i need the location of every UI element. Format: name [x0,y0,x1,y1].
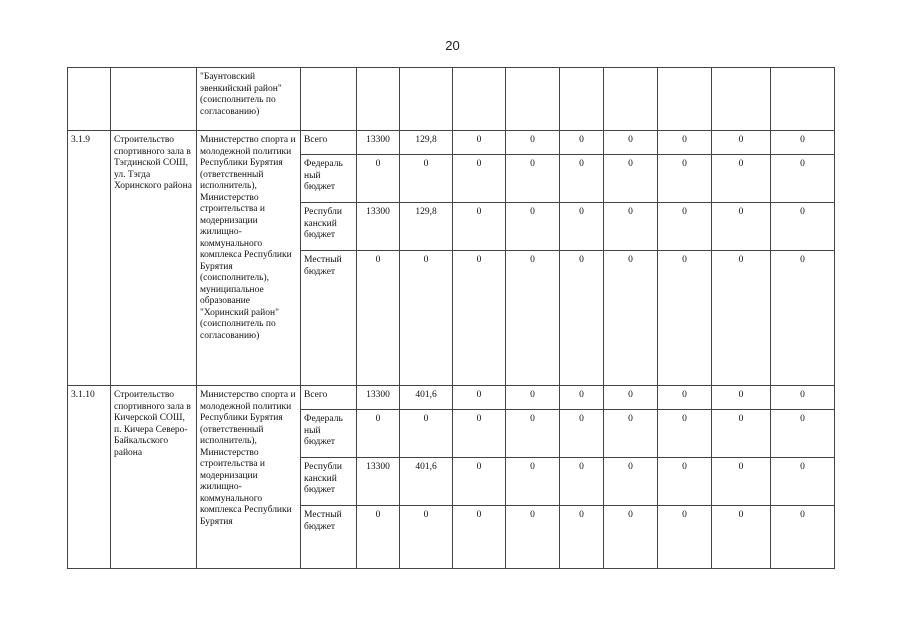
value-cell: 13300 [357,386,400,410]
value-cell: 0 [604,251,658,386]
value-cell: 0 [453,458,506,506]
page-number: 20 [445,38,460,53]
value-cell: 0 [604,203,658,251]
value-cell: 0 [560,251,604,386]
funding-source-cell: Федераль ный бюджет [301,410,357,458]
value-cell: 0 [712,506,771,569]
table-row [68,386,835,410]
value-cell: 0 [506,506,560,569]
table-row [68,131,835,155]
value-cell: 0 [453,506,506,569]
value-cell: 0 [771,410,835,458]
value-cell: 0 [658,203,712,251]
value-cell: 0 [712,458,771,506]
value-cell: 0 [712,410,771,458]
value-cell: 0 [658,386,712,410]
funding-source-cell: Местный бюджет [301,251,357,386]
value-cell: 0 [560,506,604,569]
value-cell: 0 [658,506,712,569]
value-cell: 0 [712,131,771,155]
value-cell: 0 [506,155,560,203]
funding-source-cell: Федераль ный бюджет [301,155,357,203]
executors-cell: Министерство спорта и молодежной политики Республики Бурятия (ответственный исполнитель), Министерство строительства и модернизации жилищно-коммунального комплекса Республики Бурятия (соисполнитель), муниципальное образование "Хоринский район" (соисполнитель по согласованию) [197,131,301,386]
value-cell: 0 [453,410,506,458]
value-cell: 0 [506,203,560,251]
value-cell: 0 [506,410,560,458]
value-cell: 0 [771,155,835,203]
value-cell: 0 [604,410,658,458]
executor-cell: "Баунтовский эвенкийский район" (соисполнитель по согласованию) [197,68,301,131]
value-cell: 0 [560,410,604,458]
value-cell: 0 [658,251,712,386]
value-cell: 0 [604,131,658,155]
value-cell: 0 [771,131,835,155]
funding-source-cell: Республи канский бюджет [301,458,357,506]
value-cell: 0 [604,458,658,506]
event-name-cell: Строительство спортивного зала в Кичерской СОШ, п. Кичера Северо-Байкальского района [111,386,197,569]
value-cell: 0 [453,155,506,203]
value-cell: 0 [560,203,604,251]
value-cell: 0 [400,155,453,203]
funding-source-cell: Республи канский бюджет [301,203,357,251]
value-cell: 13300 [357,131,400,155]
value-cell: 0 [357,506,400,569]
funding-source-cell: Всего [301,131,357,155]
value-cell: 401,6 [400,386,453,410]
value-cell: 0 [506,386,560,410]
value-cell: 0 [560,155,604,203]
code-cell: 3.1.10 [68,386,111,569]
value-cell: 0 [357,251,400,386]
value-cell: 129,8 [400,203,453,251]
value-cell: 0 [357,155,400,203]
value-cell: 0 [506,131,560,155]
value-cell: 0 [658,458,712,506]
value-cell: 0 [453,131,506,155]
value-cell: 0 [771,251,835,386]
value-cell: 0 [560,131,604,155]
value-cell: 0 [658,131,712,155]
value-cell: 13300 [357,203,400,251]
value-cell: 0 [771,458,835,506]
value-cell: 0 [771,506,835,569]
value-cell: 0 [400,251,453,386]
value-cell: 129,8 [400,131,453,155]
value-cell: 0 [712,155,771,203]
value-cell: 0 [560,458,604,506]
value-cell: 0 [712,203,771,251]
funding-source-cell: Местный бюджет [301,506,357,569]
event-name-cell: Строительство спортивного зала в Тэгдинской СОШ, ул. Тэгда Хоринского района [111,131,197,386]
value-cell: 0 [658,410,712,458]
value-cell: 0 [400,506,453,569]
value-cell: 401,6 [400,458,453,506]
program-table [67,67,835,569]
value-cell: 13300 [357,458,400,506]
value-cell: 0 [453,203,506,251]
value-cell: 0 [712,251,771,386]
value-cell: 0 [506,458,560,506]
value-cell: 0 [604,506,658,569]
value-cell: 0 [604,386,658,410]
executors-cell: Министерство спорта и молодежной политики Республики Бурятия (ответственный исполнитель), Министерство строительства и модернизации жилищно-коммунального комплекса Республики Бурятия [197,386,301,569]
value-cell: 0 [771,386,835,410]
value-cell: 0 [560,386,604,410]
funding-source-cell: Всего [301,386,357,410]
table-row [68,68,835,131]
value-cell: 0 [400,410,453,458]
value-cell: 0 [771,203,835,251]
value-cell: 0 [453,386,506,410]
value-cell: 0 [357,410,400,458]
value-cell: 0 [604,155,658,203]
value-cell: 0 [453,251,506,386]
value-cell: 0 [658,155,712,203]
value-cell: 0 [506,251,560,386]
value-cell: 0 [712,386,771,410]
code-cell: 3.1.9 [68,131,111,386]
